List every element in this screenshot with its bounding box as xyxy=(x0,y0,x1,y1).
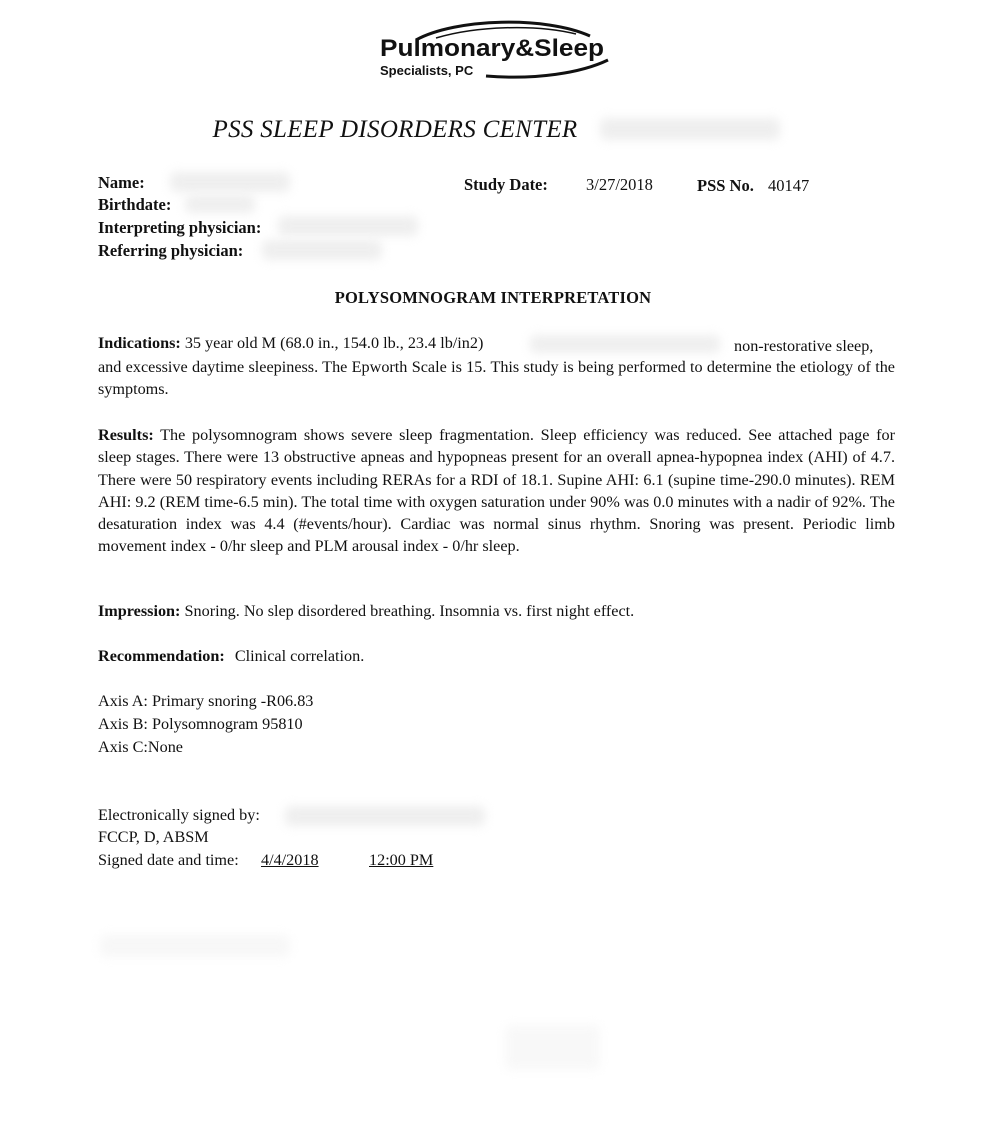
results-paragraph xyxy=(98,424,895,558)
redacted-referring-physician xyxy=(262,240,382,260)
signer-credentials: FCCP, D, ABSM xyxy=(98,828,209,846)
study-date-label: Study Date: xyxy=(464,175,548,194)
signed-time: 12:00 PM xyxy=(369,851,434,869)
indications-text-a: 35 year old M (68.0 in., 154.0 lb., 23.4 lb/in2) xyxy=(184,334,484,352)
interpreting-physician-label: Interpreting physician: xyxy=(98,218,262,237)
redacted-signer-name xyxy=(285,806,485,826)
impression-label: Impression: xyxy=(98,602,181,620)
axis-c: Axis C:None xyxy=(98,738,183,756)
results-label: Results: xyxy=(98,426,154,444)
redacted-name xyxy=(170,172,290,192)
signed-datetime-label: Signed date and time: xyxy=(98,851,239,869)
signed-by-label: Electronically signed by: xyxy=(98,806,260,824)
logo-graphic xyxy=(376,18,612,84)
redacted-interpreting-physician xyxy=(278,216,418,236)
referring-physician-label: Referring physician: xyxy=(98,241,244,260)
redacted-indications-text xyxy=(530,335,720,353)
recommendation-text: Clinical correlation. xyxy=(234,647,365,665)
center-name: PSS SLEEP DISORDERS CENTER xyxy=(212,116,578,143)
axis-b: Axis B: Polysomnogram 95810 xyxy=(98,715,303,733)
report-title: POLYSOMNOGRAM INTERPRETATION xyxy=(334,288,652,307)
company-logo xyxy=(376,18,612,84)
results-text: The polysomnogram shows severe sleep fragmentation. Sleep efficiency was reduced. See attached page for sleep stages. There were 13 obstructive apneas and hypopneas present for an overall apnea-hypopnea index (AHI) of 4.7. There were 50 respiratory events including RERAs for a RDI of 18.1. Supine AHI: 6.1 (supine time-290.0 minutes). REM AHI: 9.2 (REM time-6.5 min). The total time with oxygen saturation under 90% was 0.0 minutes with a nadir of 92%. The desaturation index was 4.4 (#events/hour). Cardiac was normal sinus rhythm. Snoring was present. Periodic limb movement index - 0/hr sleep and PLM arousal index - 0/hr sleep. xyxy=(98,426,895,556)
pss-no-value: 40147 xyxy=(768,176,810,195)
impression-line xyxy=(98,602,634,621)
recommendation-line xyxy=(98,647,364,666)
name-label: Name: xyxy=(98,173,145,192)
study-date-value: 3/27/2018 xyxy=(586,175,653,194)
pss-no-label: PSS No. xyxy=(697,176,754,195)
birthdate-label: Birthdate: xyxy=(98,195,172,214)
signed-date: 4/4/2018 xyxy=(261,851,319,869)
redacted-birthdate xyxy=(185,195,255,213)
logo-line1: Pulmonary&Sleep xyxy=(380,35,604,62)
faded-scan-mark xyxy=(100,935,290,957)
indications-text-c: and excessive daytime sleepiness. The Epworth Scale is 15. This study is being performed to determine the etiology of the symptoms. xyxy=(98,358,895,399)
logo-line2: Specialists, PC xyxy=(380,63,474,78)
redacted-header-text xyxy=(600,118,780,140)
impression-text: Snoring. No slep disordered breathing. Insomnia vs. first night effect. xyxy=(184,602,635,620)
recommendation-label: Recommendation: xyxy=(98,647,225,665)
axis-a: Axis A: Primary snoring -R06.83 xyxy=(98,692,314,710)
faded-stamp-mark xyxy=(505,1025,600,1070)
indications-label: Indications: xyxy=(98,334,181,352)
indications-text-b: non-restorative sleep, xyxy=(734,337,874,355)
